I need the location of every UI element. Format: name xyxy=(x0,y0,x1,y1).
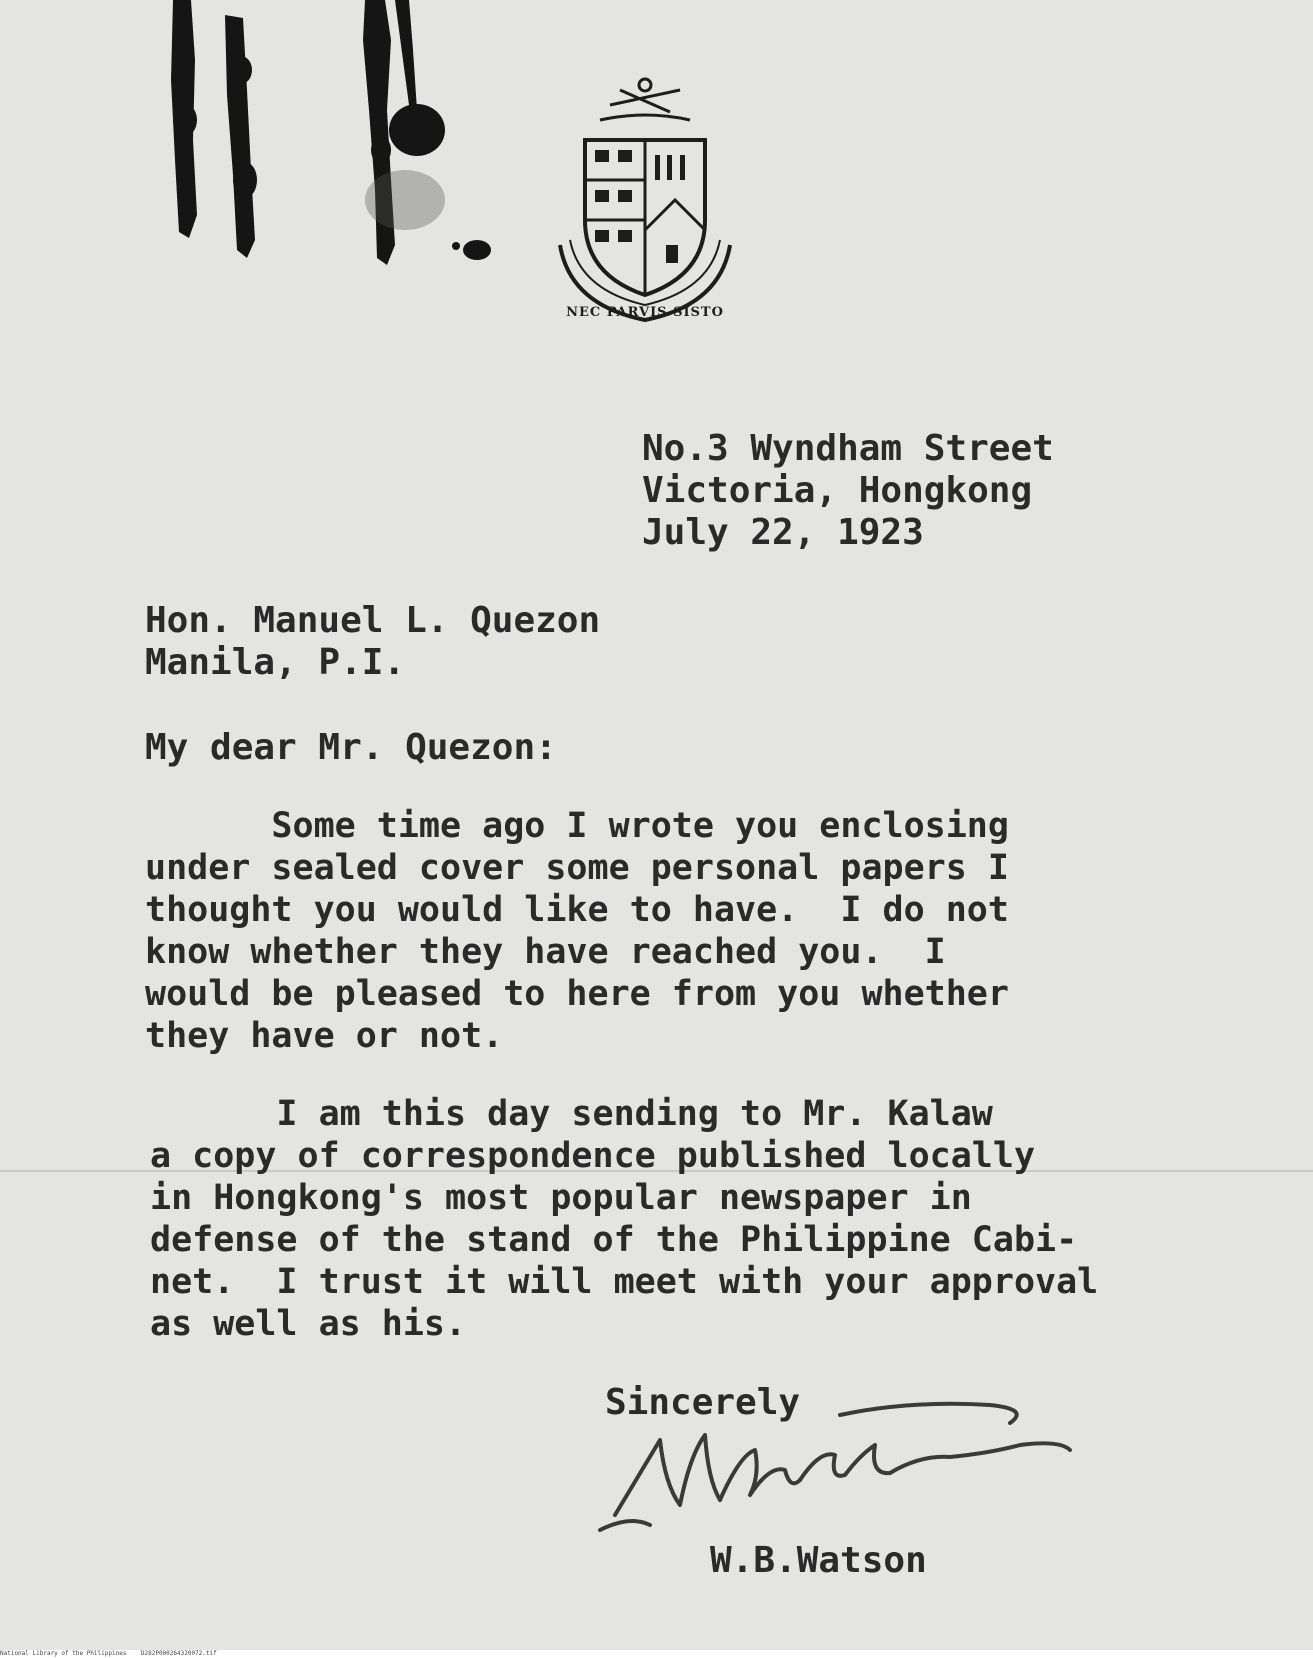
address-line-2: Victoria, Hongkong xyxy=(642,470,1033,511)
signer-name: W.B.Watson xyxy=(710,1540,927,1581)
ink-stain-mark xyxy=(155,0,535,300)
letter-date: July 22, 1923 xyxy=(642,512,924,553)
family-crest-logo xyxy=(540,70,750,330)
salutation: My dear Mr. Quezon: xyxy=(145,727,557,768)
body-paragraph-2: I am this day sending to Mr. Kalaw a copy of correspondence published locally in Hongkong's most popular newspaper in defense of the stand of the Philippine Cabi- net. I trust it will meet with your approval as well as his. xyxy=(150,1094,1099,1344)
archive-footer: National Library of the Philippines D282P000264320072.tif xyxy=(0,1650,217,1657)
body-paragraph-1: Some time ago I wrote you enclosing under sealed cover some personal papers I thought you would like to have. I do not know whether they have reached you. I would be pleased to here from you whether they have or not. xyxy=(145,806,1009,1056)
recipient-block xyxy=(145,600,600,684)
crest-motto: NEC PARVIS SISTO xyxy=(566,305,724,320)
address-line-1: No.3 Wyndham Street xyxy=(642,428,1054,469)
recipient-location: Manila, P.I. xyxy=(145,642,406,683)
handwritten-signature xyxy=(590,1395,1130,1545)
recipient-name: Hon. Manuel L. Quezon xyxy=(145,600,601,641)
closing: Sincerely xyxy=(605,1382,801,1423)
sender-address xyxy=(642,428,1054,554)
